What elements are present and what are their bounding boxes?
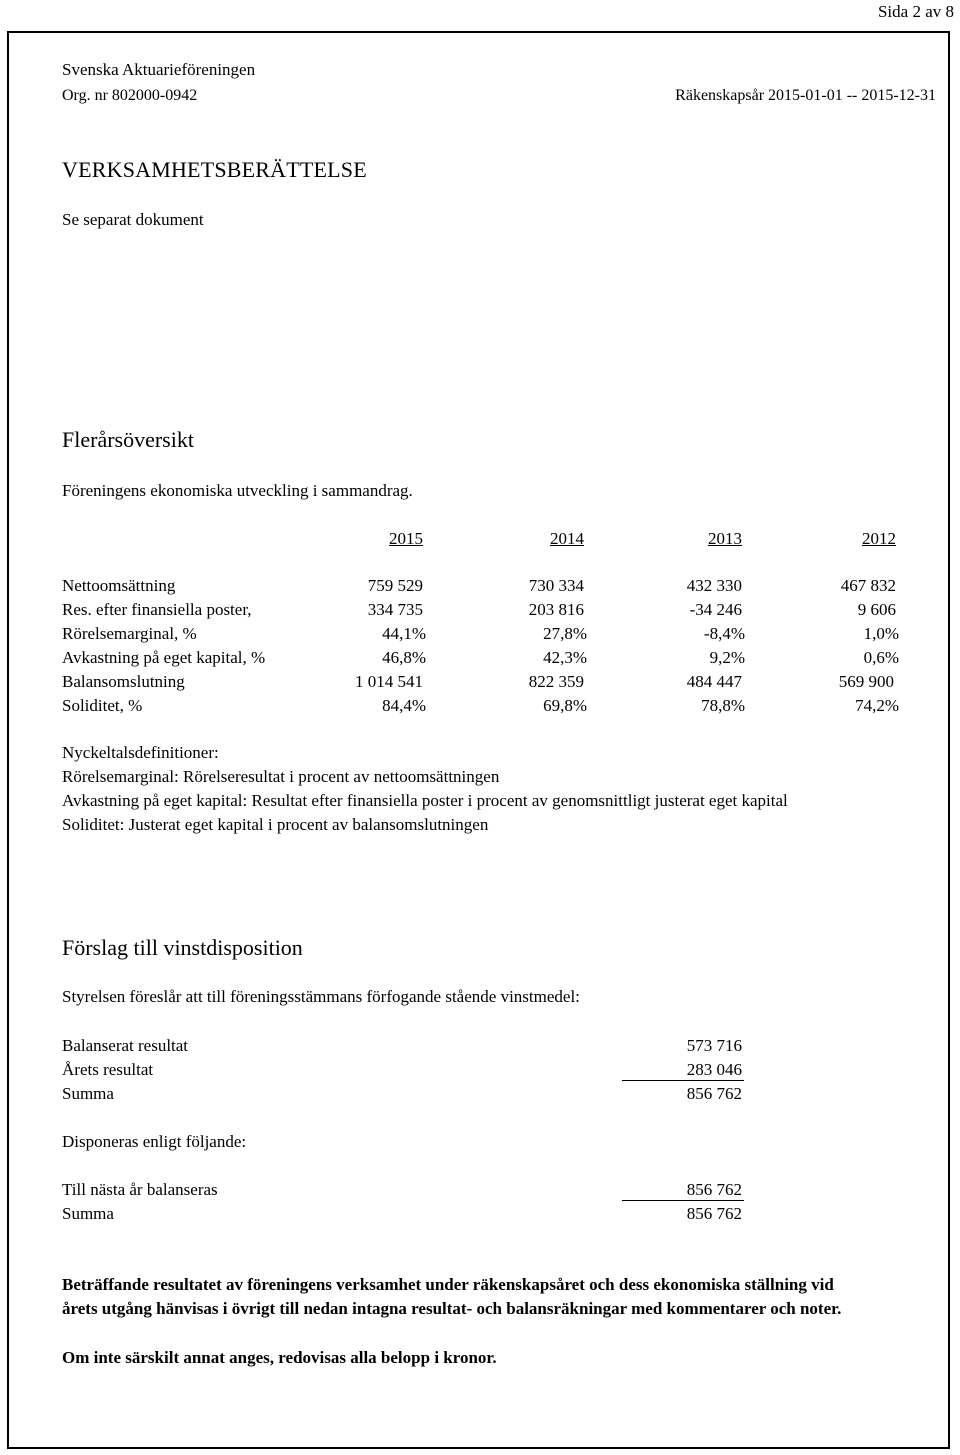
- vinst-item-label: Balanserat resultat: [62, 1036, 189, 1055]
- nyckeltal-definition: Avkastning på eget kapital: Resultat efter finansiella poster i procent av genomsnittligt justerat eget kapital: [62, 791, 788, 810]
- table-cell: 759 529: [367, 576, 423, 595]
- table-cell: 203 816: [528, 600, 584, 619]
- table-cell: 46,8%: [382, 648, 426, 667]
- table-row-label: Soliditet, %: [62, 696, 143, 715]
- dispo-item-value: 856 762: [686, 1180, 742, 1199]
- table-cell: 822 359: [528, 672, 584, 691]
- table-cell: 432 330: [686, 576, 742, 595]
- table-row-label: Res. efter finansiella poster,: [62, 600, 252, 619]
- year-header: 2015: [389, 529, 423, 548]
- table-row-label: Nettoomsättning: [62, 576, 176, 595]
- page-frame: [7, 31, 950, 1449]
- table-cell: 730 334: [528, 576, 584, 595]
- vinst-title: Förslag till vinstdisposition: [62, 935, 303, 960]
- verksamhet-text: Se separat dokument: [62, 210, 204, 229]
- table-cell: 484 447: [686, 672, 742, 691]
- flerar-title: Flerårsöversikt: [62, 427, 194, 452]
- page-number: Sida 2 av 8: [877, 2, 954, 21]
- closing-paragraph-line: Beträffande resultatet av föreningens verksamhet under räkenskapsåret och dess ekonomiska ställning vid: [62, 1275, 834, 1294]
- table-cell: 1 014 541: [355, 672, 423, 691]
- table-row-label: Balansomslutning: [62, 672, 185, 691]
- dispo-title: Disponeras enligt följande:: [62, 1132, 247, 1151]
- vinst-sum-label: Summa: [62, 1084, 114, 1103]
- table-cell: 334 735: [367, 600, 423, 619]
- vinst-item-value: 283 046: [686, 1060, 742, 1079]
- table-cell: 44,1%: [382, 624, 426, 643]
- nyckeltal-title: Nyckeltalsdefinitioner:: [62, 743, 219, 762]
- org-number: Org. nr 802000-0942: [62, 87, 198, 104]
- year-header: 2014: [550, 529, 584, 548]
- table-cell: 9 606: [857, 600, 896, 619]
- sum-rule: [622, 1200, 744, 1201]
- dispo-sum-value: 856 762: [686, 1204, 742, 1223]
- table-cell: 78,8%: [701, 696, 745, 715]
- closing-paragraph-line: årets utgång hänvisas i övrigt till nedan intagna resultat- och balansräkningar med kommentarer och noter.: [62, 1299, 842, 1318]
- year-header: 2013: [708, 529, 742, 548]
- sum-rule: [622, 1080, 744, 1081]
- table-cell: 569 900: [838, 672, 894, 691]
- vinst-intro: Styrelsen föreslår att till föreningsstämmans förfogande stående vinstmedel:: [62, 987, 580, 1006]
- table-cell: 467 832: [840, 576, 896, 595]
- table-row-label: Rörelsemarginal, %: [62, 624, 197, 643]
- nyckeltal-definition: Soliditet: Justerat eget kapital i procent av balansomslutningen: [62, 815, 489, 834]
- table-cell: 0,6%: [863, 648, 899, 667]
- table-cell: -34 246: [689, 600, 742, 619]
- table-row-label: Avkastning på eget kapital, %: [62, 648, 266, 667]
- org-name: Svenska Aktuarieföreningen: [62, 60, 256, 79]
- fiscal-year: Räkenskapsår 2015-01-01 -- 2015-12-31: [675, 87, 936, 104]
- table-cell: -8,4%: [703, 624, 745, 643]
- table-cell: 69,8%: [543, 696, 587, 715]
- dispo-item-label: Till nästa år balanseras: [62, 1180, 218, 1199]
- table-cell: 84,4%: [382, 696, 426, 715]
- vinst-item-label: Årets resultat: [62, 1060, 154, 1079]
- vinst-item-value: 573 716: [686, 1036, 742, 1055]
- currency-note: Om inte särskilt annat anges, redovisas alla belopp i kronor.: [62, 1348, 497, 1367]
- verksamhet-title: VERKSAMHETSBERÄTTELSE: [62, 157, 367, 182]
- table-cell: 74,2%: [855, 696, 899, 715]
- table-cell: 1,0%: [863, 624, 899, 643]
- flerar-subtitle: Föreningens ekonomiska utveckling i sammandrag.: [62, 481, 413, 500]
- dispo-sum-label: Summa: [62, 1204, 114, 1223]
- table-cell: 27,8%: [543, 624, 587, 643]
- table-cell: 9,2%: [709, 648, 745, 667]
- vinst-sum-value: 856 762: [686, 1084, 742, 1103]
- nyckeltal-definition: Rörelsemarginal: Rörelseresultat i procent av nettoomsättningen: [62, 767, 500, 786]
- table-cell: 42,3%: [543, 648, 587, 667]
- year-header: 2012: [862, 529, 896, 548]
